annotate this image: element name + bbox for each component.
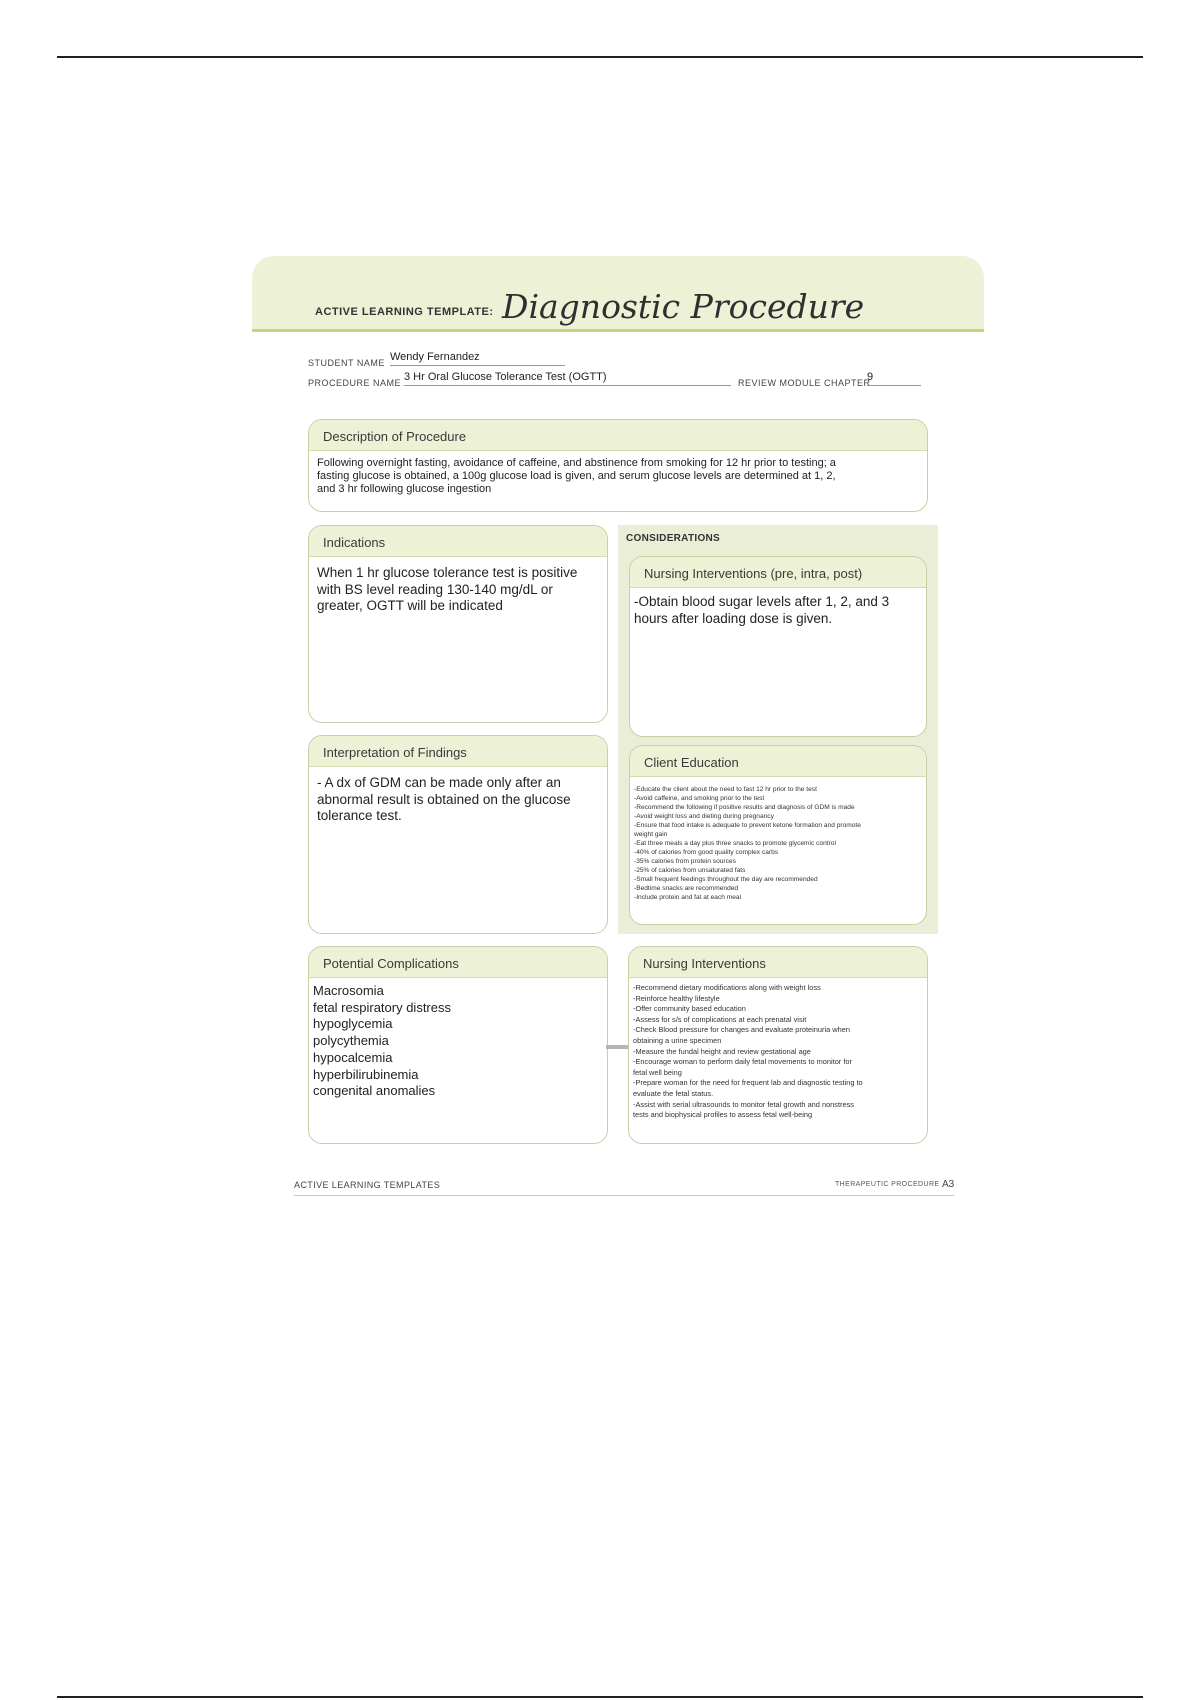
nursing-intervention-line: -Check Blood pressure for changes and evaluate proteinuria when [633, 1025, 850, 1035]
description-text [309, 451, 927, 502]
client-education-line: -Small frequent feedings throughout the day are recommended [634, 876, 818, 883]
indications-heading: Indications [309, 526, 607, 557]
client-education-line: -Eat three meals a day plus three snacks to promote glycemic control [634, 840, 836, 847]
client-education-line: -35% calories from protein sources [634, 858, 736, 865]
complication-item: hypoglycemia [313, 1016, 393, 1032]
page-top-rule [57, 56, 1143, 58]
nursing-interventions-text [629, 978, 927, 1126]
complication-item: congenital anomalies [313, 1083, 436, 1099]
nursing-intervention-line: -Prepare woman for the need for frequent lab and diagnostic testing to [633, 1078, 863, 1088]
nursing-intervention-line: -Reinforce healthy lifestyle [633, 993, 720, 1003]
template-banner [252, 256, 984, 332]
footer-rule [294, 1195, 954, 1196]
nursing-intervention-line: tests and biophysical profiles to assess fetal well-being [633, 1110, 813, 1120]
interpretation-text [309, 767, 607, 833]
nursing-intervention-line: -Recommend dietary modifications along with weight loss [633, 983, 821, 992]
footer-left-label: ACTIVE LEARNING TEMPLATES [294, 1180, 441, 1190]
complications-list [309, 978, 607, 1105]
client-education-text [630, 777, 926, 910]
indications-line: When 1 hr glucose tolerance test is positive [317, 565, 578, 580]
complication-item: Macrosomia [313, 983, 384, 998]
template-prefix: ACTIVE LEARNING TEMPLATE: [315, 306, 494, 318]
student-name-field[interactable]: Wendy Fernandez [390, 351, 565, 366]
interpretation-heading: Interpretation of Findings [309, 736, 607, 767]
description-line: Following overnight fasting, avoidance of caffeine, and abstinence from smoking for 12 hr prior to testing; a [317, 457, 836, 469]
footer-page-number: A3 [942, 1179, 955, 1190]
client-education-heading: Client Education [630, 746, 926, 777]
indications-text [309, 557, 607, 623]
nursing-intervention-line: fetal well being [633, 1067, 682, 1077]
description-line: fasting glucose is obtained, a 100g glucose load is given, and serum glucose levels are determined at 1, 2, [317, 470, 836, 482]
complications-connector [606, 1045, 630, 1049]
indications-line: with BS level reading 130-140 mg/dL or [317, 581, 553, 597]
description-line: and 3 hr following glucose ingestion [317, 483, 492, 495]
description-box [308, 419, 928, 512]
nursing-intervention-line: -Assess for s/s of complications at each prenatal visit [633, 1014, 807, 1024]
procedure-name-label: PROCEDURE NAME [308, 378, 402, 388]
nursing-pre-intra-post-line: hours after loading dose is given. [634, 610, 833, 626]
nursing-pre-intra-post-heading: Nursing Interventions (pre, intra, post) [630, 557, 926, 588]
considerations-label: CONSIDERATIONS [626, 533, 721, 544]
review-module-chapter-field[interactable]: 9 [867, 371, 921, 386]
interpretation-box [308, 735, 608, 934]
client-education-line: -Bedtime snacks are recommended [634, 885, 739, 892]
procedure-name-field[interactable]: 3 Hr Oral Glucose Tolerance Test (OGTT) [404, 371, 731, 386]
complication-item: hypocalcemia [313, 1049, 393, 1065]
client-education-line: -Avoid weight loss and dieting during pregnancy [634, 813, 774, 820]
considerations-panel [618, 525, 938, 934]
client-education-line: -Educate the client about the need to fast 12 hr prior to the test [634, 786, 817, 793]
nursing-interventions-box [628, 946, 928, 1144]
complications-heading: Potential Complications [309, 947, 607, 978]
client-education-box [629, 745, 927, 925]
nursing-intervention-line: -Offer community based education [633, 1004, 746, 1014]
complication-item: fetal respiratory distress [313, 999, 451, 1015]
interpretation-line: - A dx of GDM can be made only after an [317, 775, 561, 790]
nursing-pre-intra-post-line: -Obtain blood sugar levels after 1, 2, and 3 [634, 594, 890, 609]
complication-item: hyperbilirubinemia [313, 1066, 419, 1082]
description-heading: Description of Procedure [309, 420, 927, 451]
page-bottom-rule [57, 1696, 1143, 1698]
client-education-line: -25% of calories from unsaturated fats [634, 867, 746, 874]
nursing-interventions-pre-intra-post-box [629, 556, 927, 737]
client-education-line: -Avoid caffeine, and smoking prior to the test [634, 795, 765, 802]
nursing-intervention-line: -Assist with serial ultrasounds to monitor fetal growth and nonstress [633, 1099, 854, 1109]
nursing-intervention-line: -Encourage woman to perform daily fetal movements to monitor for [633, 1057, 852, 1067]
client-education-line: -Include protein and fat at each meal [634, 894, 742, 901]
template-sheet [252, 256, 984, 1201]
indications-box [308, 525, 608, 723]
footer-right-label: THERAPEUTIC PROCEDURE [835, 1181, 940, 1188]
interpretation-line: tolerance test. [317, 808, 402, 823]
review-module-label: REVIEW MODULE CHAPTER [738, 378, 871, 388]
indications-line: greater, OGTT will be indicated [317, 598, 503, 613]
template-title: Diagnostic Procedure [502, 287, 865, 326]
client-education-line: weight gain [634, 831, 668, 838]
student-name-label: STUDENT NAME [308, 358, 385, 368]
client-education-line: -Recommend the following if positive results and diagnosis of GDM is made [634, 804, 855, 811]
nursing-pre-intra-post-text [630, 588, 926, 633]
complication-item: polycythemia [313, 1033, 389, 1049]
client-education-line: -Ensure that food intake is adequate to prevent ketone formation and promote [634, 822, 861, 829]
complications-box [308, 946, 608, 1144]
interpretation-line: abnormal result is obtained on the glucose [317, 791, 571, 807]
client-education-line: -40% of calories from good quality complex carbs [634, 849, 779, 856]
nursing-intervention-line: evaluate the fetal status. [633, 1088, 714, 1098]
nursing-interventions-heading: Nursing Interventions [629, 947, 927, 978]
nursing-intervention-line: -Measure the fundal height and review gestational age [633, 1046, 811, 1056]
nursing-intervention-line: obtaining a urine specimen [633, 1035, 722, 1045]
